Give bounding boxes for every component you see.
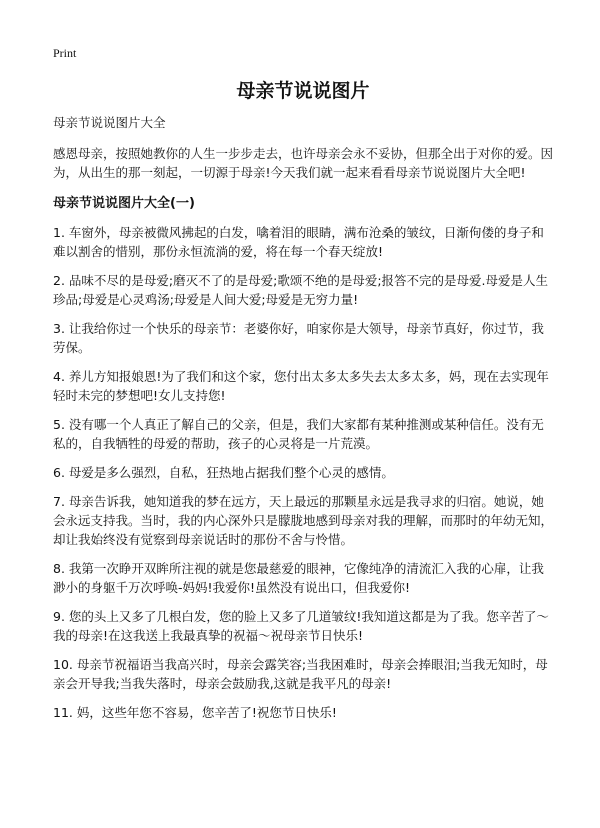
page-title: 母亲节说说图片: [236, 80, 370, 102]
print-link[interactable]: Print: [53, 46, 77, 60]
document-page: [53, 44, 553, 722]
article-subtitle: 母亲节说说图片大全: [53, 115, 166, 130]
list-item: 7. 母亲告诉我，她知道我的梦在远方，天上最远的那颗星永远是我寻求的归宿。她说，她会永远支持我。当时，我的内心深外只是朦胧地感到母亲对我的理解，而那时的年幼无知，却让我始终没有觉察到母亲说话时的那份不舍与怜惜。: [53, 494, 554, 547]
article-intro: 感恩母亲，按照她教你的人生一步步走去，也许母亲会永不妥协，但那全出于对你的爱。因为，从出生的那一刻起，一切源于母亲!今天我们就一起来看看母亲节说说图片大全吧!: [53, 146, 554, 180]
list-item: 1. 车窗外，母亲被微风拂起的白发，噙着泪的眼睛，满布沧桑的皱纹，日渐佝偻的身子和难以割舍的惜别，那份永恒流淌的爱，将在每一个春天绽放!: [53, 225, 544, 259]
list-item: 5. 没有哪一个人真正了解自己的父亲，但是，我们大家都有某种推测或某种信任。没有无私的，自我牺牲的母爱的帮助，孩子的心灵将是一片荒漠。: [53, 417, 544, 451]
list-item: 4. 养儿方知报娘恩!为了我们和这个家，您付出太多太多失去太多太多，妈，现在去实现年轻时未完的梦想吧!女儿支持您!: [53, 369, 549, 403]
list-item: 3. 让我给你过一个快乐的母亲节：老婆你好，咱家你是大领导，母亲节真好，你过节，我劳保。: [53, 321, 544, 355]
list-item: 11. 妈，这些年您不容易，您辛苦了!祝您节日快乐!: [53, 705, 337, 720]
section-heading: 母亲节说说图片大全(一): [53, 196, 195, 211]
list-item: 8. 我第一次睁开双眸所注视的就是您最慈爱的眼神，它像纯净的清流汇入我的心扉，让我渺小的身躯千万次呼唤-妈妈!我爱你!虽然没有说出口，但我爱你!: [53, 561, 544, 595]
list-item: 9. 您的头上又多了几根白发，您的脸上又多了几道皱纹!我知道这都是为了我。您辛苦了～我的母亲!在这我送上我最真挚的祝福～祝母亲节日快乐!: [53, 609, 549, 643]
list-item: 2. 品味不尽的是母爱;磨灭不了的是母爱;歌颂不绝的是母爱;报答不完的是母爱.母爱是人生珍品;母爱是心灵鸡汤;母爱是人间大爱;母爱是无穷力量!: [53, 273, 549, 307]
quote-list: [53, 223, 553, 722]
list-item: 6. 母爱是多么强烈，自私，狂热地占据我们整个心灵的感情。: [53, 465, 394, 480]
list-item: 10. 母亲节祝福语当我高兴时，母亲会露笑容;当我困难时，母亲会捧眼泪;当我无知时，母亲会开导我;当我失落时，母亲会鼓励我,这就是我平凡的母亲!: [53, 657, 548, 691]
